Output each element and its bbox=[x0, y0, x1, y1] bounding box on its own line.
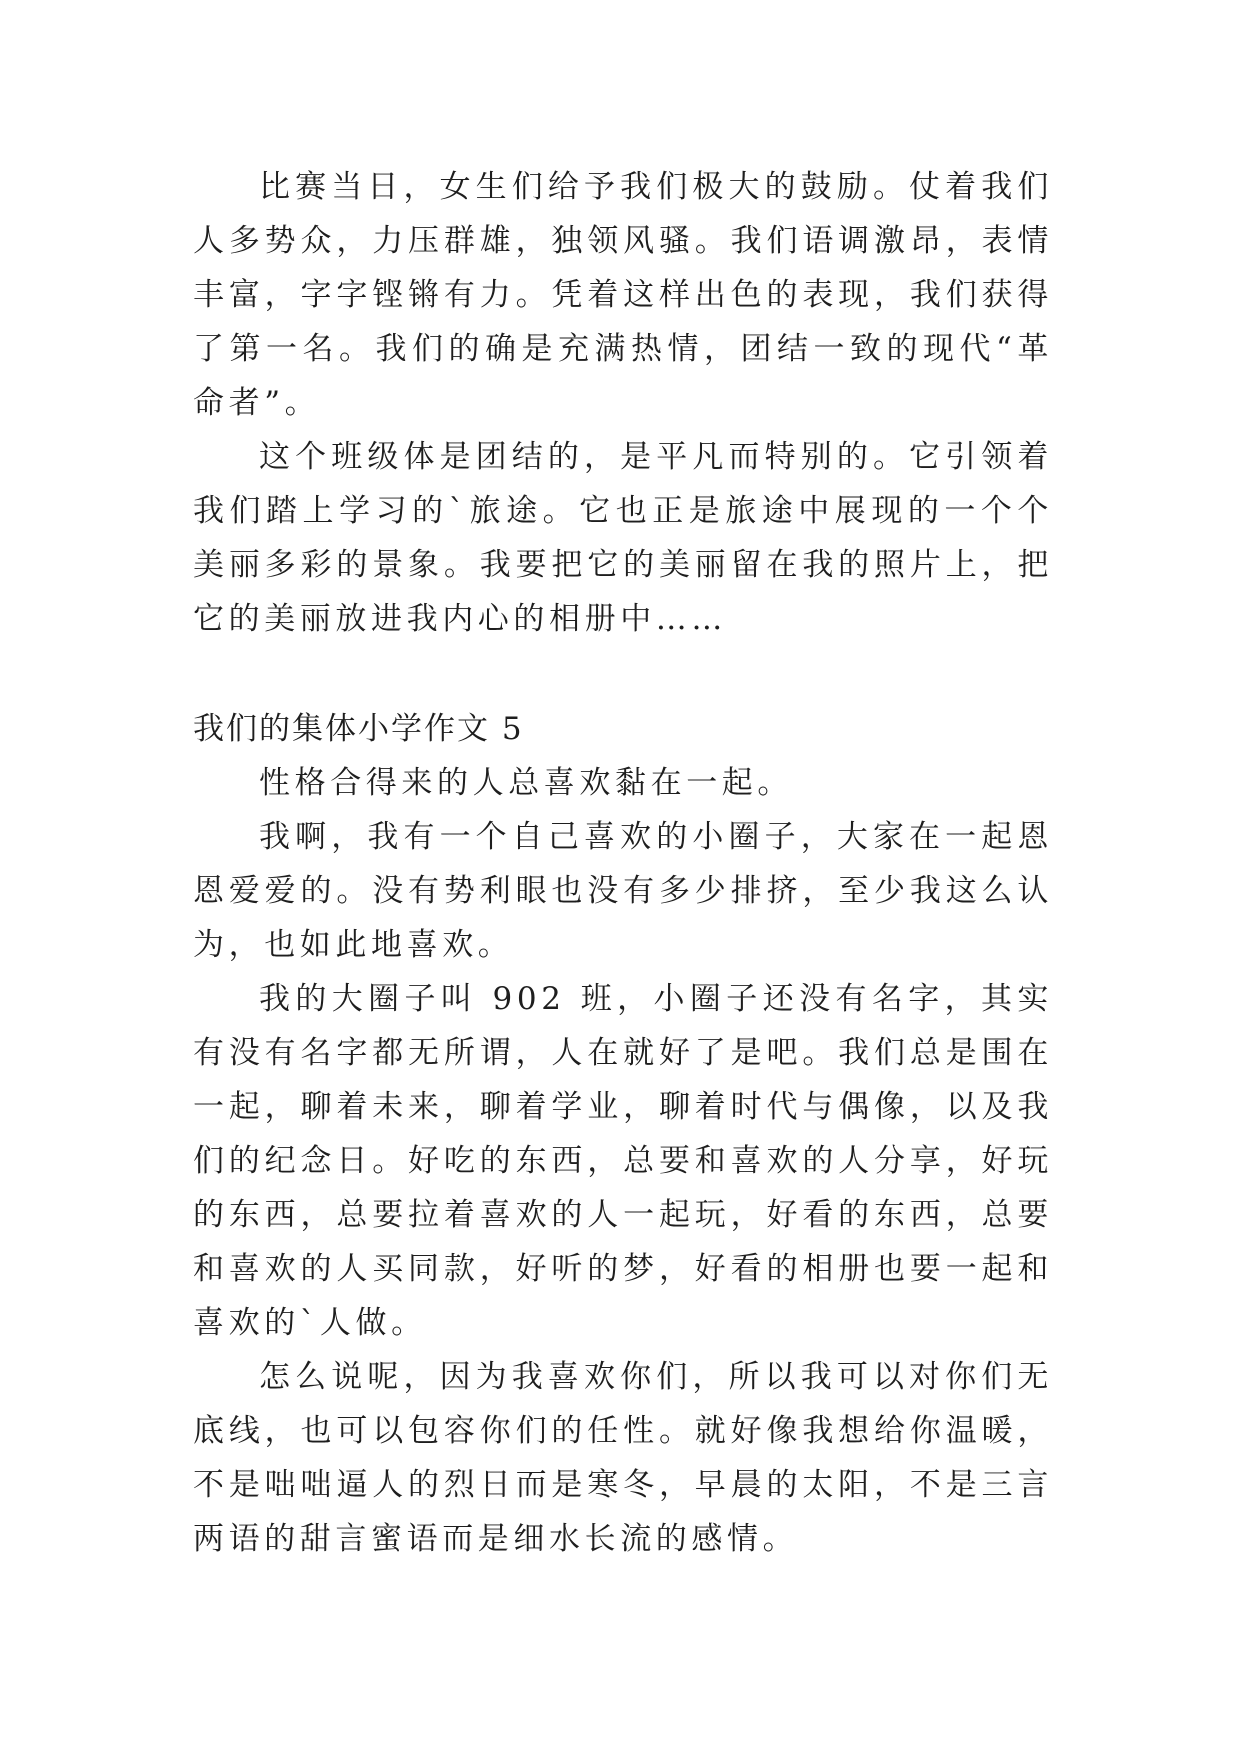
section-gap bbox=[193, 646, 1053, 702]
paragraph: 怎么说呢，因为我喜欢你们，所以我可以对你们无底线，也可以包容你们的任性。就好像我想给你温暖，不是咄咄逼人的烈日而是寒冬，早晨的太阳，不是三言两语的甜言蜜语而是细水长流的感情。 bbox=[193, 1359, 1053, 1557]
essay-heading: 我们的集体小学作文 5 bbox=[193, 711, 524, 747]
document-page bbox=[193, 160, 1053, 1566]
paragraph: 比赛当日，女生们给予我们极大的鼓励。仗着我们人多势众，力压群雄，独领风骚。我们语调激昂，表情丰富，字字铿锵有力。凭着这样出色的表现，我们获得了第一名。我们的确是充满热情，团结一致的现代“革命者”。 bbox=[193, 169, 1053, 421]
paragraph: 这个班级体是团结的，是平凡而特别的。它引领着我们踏上学习的`旅途。它也正是旅途中展现的一个个美丽多彩的景象。我要把它的美丽留在我的照片上，把它的美丽放进我内心的相册中…… bbox=[193, 439, 1053, 637]
paragraph: 我的大圈子叫 902 班，小圈子还没有名字，其实有没有名字都无所谓，人在就好了是吧。我们总是围在一起，聊着未来，聊着学业，聊着时代与偶像，以及我们的纪念日。好吃的东西，总要和喜欢的人分享，好玩的东西，总要拉着喜欢的人一起玩，好看的东西，总要和喜欢的人买同款，好听的梦，好看的相册也要一起和喜欢的`人做。 bbox=[193, 981, 1053, 1341]
paragraph: 性格合得来的人总喜欢黏在一起。 bbox=[259, 765, 793, 801]
paragraph: 我啊，我有一个自己喜欢的小圈子，大家在一起恩恩爱爱的。没有势利眼也没有多少排挤，至少我这么认为，也如此地喜欢。 bbox=[193, 819, 1053, 963]
